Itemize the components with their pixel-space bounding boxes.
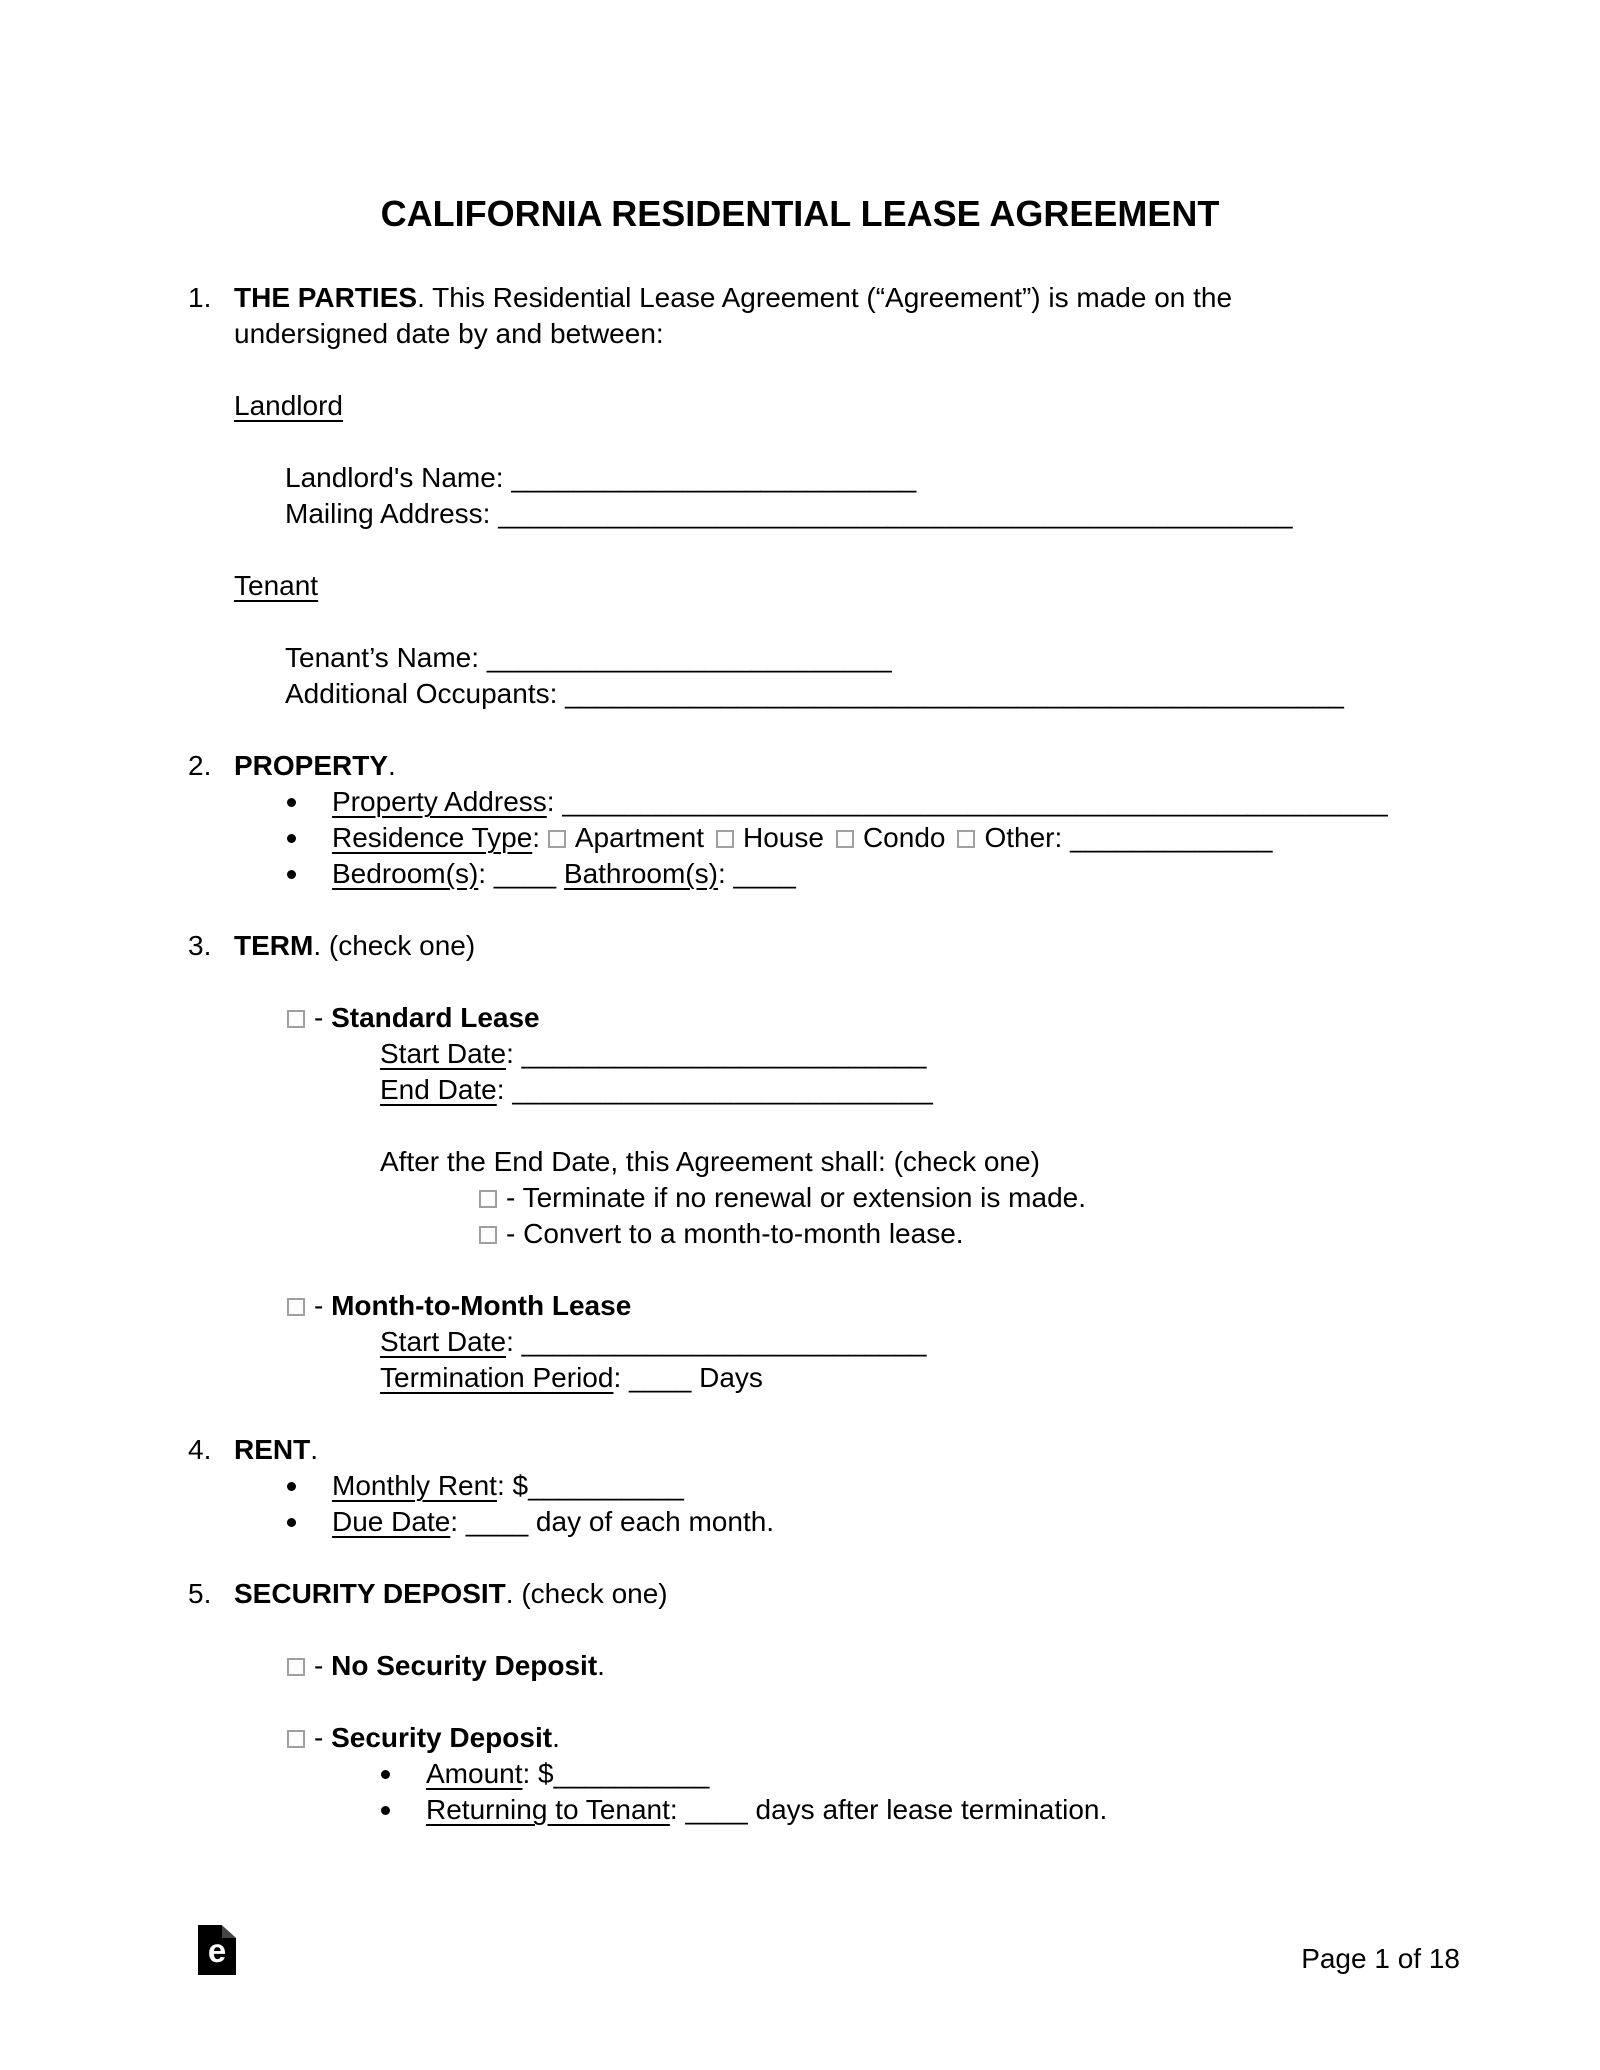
amount-blank[interactable]: __________: [553, 1758, 710, 1789]
checkbox-apartment[interactable]: [548, 830, 566, 848]
field-monthly-rent: Monthly Rent: $__________: [0, 1468, 1600, 1504]
option-month-to-month: - Month-to-Month Lease: [0, 1288, 1600, 1324]
standard-start-date-blank[interactable]: __________________________: [521, 1038, 927, 1069]
landlord-name-blank[interactable]: __________________________: [511, 462, 917, 493]
mailing-address-blank[interactable]: ___________________________________________________: [498, 498, 1293, 529]
section-1-body-line2: undersigned date by and between:: [234, 318, 664, 349]
bedrooms-blank[interactable]: ____: [493, 858, 564, 889]
termination-period-blank[interactable]: ____: [629, 1362, 692, 1393]
option-no-security-deposit: - No Security Deposit.: [0, 1648, 1600, 1684]
m2m-start-date-label: Start Date: [380, 1326, 507, 1357]
section-4-number: 4.: [188, 1434, 212, 1465]
checkbox-no-security-deposit[interactable]: [287, 1658, 305, 1676]
page-number: Page 1 of 18: [1301, 1943, 1460, 1974]
due-date-blank[interactable]: ____: [465, 1506, 529, 1537]
rent-list: [0, 1468, 1600, 1540]
section-4-rent: 4. RENT.: [0, 1432, 1600, 1468]
bullet-icon: [287, 798, 296, 807]
section-2-number: 2.: [188, 750, 212, 781]
field-deposit-amount: Amount: $__________: [0, 1756, 1600, 1792]
section-2-property: 2. PROPERTY.: [0, 748, 1600, 784]
additional-occupants-label: Additional Occupants:: [285, 678, 566, 709]
field-bedrooms-bathrooms: Bedroom(s): ____ Bathroom(s): ____: [0, 856, 1600, 892]
no-security-deposit-label: No Security Deposit: [331, 1650, 598, 1681]
section-3-number: 3.: [188, 930, 212, 961]
residence-other-label: Other:: [984, 822, 1071, 853]
end-date-label: End Date: [380, 1074, 497, 1105]
field-additional-occupants: [0, 676, 1600, 712]
standard-lease-fields: [0, 1036, 1600, 1108]
after-end-date-note: After the End Date, this Agreement shall: (check one): [380, 1146, 1040, 1177]
field-termination-period: Termination Period: ____ Days: [380, 1362, 763, 1393]
field-standard-end-date: End Date: ___________________________: [380, 1074, 933, 1105]
due-date-suffix: day of each month.: [528, 1506, 775, 1537]
bullet-icon: [381, 1770, 390, 1779]
amount-label: Amount: [426, 1758, 523, 1789]
section-5-security-deposit: 5. SECURITY DEPOSIT. (check one): [0, 1576, 1600, 1612]
tenant-fields: [0, 640, 1600, 712]
option-standard-lease: - Standard Lease: [0, 1000, 1600, 1036]
field-m2m-start-date: Start Date: __________________________: [380, 1326, 927, 1357]
monthly-rent-blank[interactable]: __________: [528, 1470, 684, 1501]
option-terminate: - Terminate if no renewal or extension is made.: [0, 1180, 1600, 1216]
field-standard-start-date: Start Date: __________________________: [380, 1038, 927, 1069]
monthly-rent-label: Monthly Rent: [332, 1470, 497, 1501]
field-residence-type: Residence Type: Apartment House Condo Other: _____________: [0, 820, 1600, 856]
field-tenant-name: [0, 640, 1600, 676]
option-security-deposit: - Security Deposit.: [0, 1720, 1600, 1756]
property-address-blank[interactable]: _____________________________________________________: [562, 786, 1388, 817]
checkbox-other[interactable]: [957, 830, 975, 848]
bedrooms-label: Bedroom(s): [332, 858, 479, 889]
property-list: [0, 784, 1600, 892]
returning-to-tenant-label: Returning to Tenant: [426, 1794, 670, 1825]
security-deposit-fields: [0, 1756, 1600, 1828]
returning-suffix: days after lease termination.: [747, 1794, 1108, 1825]
checkbox-month-to-month[interactable]: [287, 1298, 305, 1316]
tenant-name-blank[interactable]: __________________________: [486, 642, 892, 673]
checkbox-house[interactable]: [716, 830, 734, 848]
eforms-logo-icon: [198, 1925, 236, 1975]
field-mailing-address: [0, 496, 1600, 532]
tenant-heading: Tenant: [234, 570, 319, 601]
section-1-body-line1: This Residential Lease Agreement (“Agreement”) is made on the: [432, 282, 1233, 313]
section-3-heading: TERM: [234, 930, 314, 961]
checkbox-condo[interactable]: [836, 830, 854, 848]
residence-other-blank[interactable]: _____________: [1070, 822, 1273, 853]
landlord-heading: Landlord: [234, 390, 343, 421]
terminate-option-label: Terminate if no renewal or extension is made.: [522, 1182, 1086, 1213]
property-address-label: Property Address: [332, 786, 547, 817]
checkbox-security-deposit[interactable]: [287, 1730, 305, 1748]
document-title: CALIFORNIA RESIDENTIAL LEASE AGREEMENT: [380, 193, 1220, 234]
bullet-icon: [381, 1806, 390, 1815]
month-to-month-label: Month-to-Month Lease: [331, 1290, 632, 1321]
residence-type-label: Residence Type: [332, 822, 533, 853]
additional-occupants-blank[interactable]: __________________________________________________: [565, 678, 1344, 709]
convert-option-label: Convert to a month-to-month lease.: [523, 1218, 964, 1249]
bullet-icon: [287, 834, 296, 843]
m2m-start-date-blank[interactable]: __________________________: [521, 1326, 927, 1357]
section-5-number: 5.: [188, 1578, 212, 1609]
section-1-heading: THE PARTIES: [234, 282, 418, 313]
field-returning-to-tenant: Returning to Tenant: ____ days after lease termination.: [0, 1792, 1600, 1828]
field-property-address: Property Address: _____________________________________________________: [0, 784, 1600, 820]
standard-end-date-blank[interactable]: ___________________________: [512, 1074, 933, 1105]
section-1-number: 1.: [188, 282, 212, 313]
landlord-fields: [0, 460, 1600, 532]
bathrooms-blank[interactable]: ____: [733, 858, 796, 889]
field-due-date: Due Date: ____ day of each month.: [0, 1504, 1600, 1540]
bathrooms-label: Bathroom(s): [563, 858, 718, 889]
bullet-icon: [287, 1482, 296, 1491]
option-convert: - Convert to a month-to-month lease.: [0, 1216, 1600, 1252]
logo-letter: e: [207, 1932, 227, 1969]
termination-period-suffix: Days: [691, 1362, 763, 1393]
section-4-heading: RENT: [234, 1434, 311, 1465]
checkbox-standard-lease[interactable]: [287, 1010, 305, 1028]
residence-option-house: House: [716, 822, 824, 853]
mailing-address-label: Mailing Address:: [285, 498, 499, 529]
residence-option-condo: Condo: [836, 822, 946, 853]
month-to-month-fields: [0, 1324, 1600, 1396]
standard-lease-label: Standard Lease: [331, 1002, 540, 1033]
due-date-label: Due Date: [332, 1506, 451, 1537]
security-deposit-label: Security Deposit: [331, 1722, 553, 1753]
checkbox-convert[interactable]: [479, 1226, 497, 1244]
section-3-term: 3. TERM. (check one): [0, 928, 1600, 964]
checkbox-terminate[interactable]: [479, 1190, 497, 1208]
section-1-parties: 1. THE PARTIES. This Residential Lease Agreement (“Agreement”) is made on the undersigned date by and between:: [188, 282, 1233, 349]
section-2-heading: PROPERTY: [234, 750, 389, 781]
field-landlord-name: [0, 460, 1600, 496]
after-end-date-options: [0, 1180, 1600, 1252]
termination-period-label: Termination Period: [380, 1362, 614, 1393]
bullet-icon: [287, 1518, 296, 1527]
returning-blank[interactable]: ____: [685, 1794, 748, 1825]
start-date-label: Start Date: [380, 1038, 507, 1069]
residence-option-apartment: Apartment: [548, 822, 704, 853]
section-5-heading: SECURITY DEPOSIT: [234, 1578, 506, 1609]
tenant-name-label: Tenant’s Name:: [285, 642, 487, 673]
bullet-icon: [287, 870, 296, 879]
landlord-name-label: Landlord's Name:: [285, 462, 512, 493]
